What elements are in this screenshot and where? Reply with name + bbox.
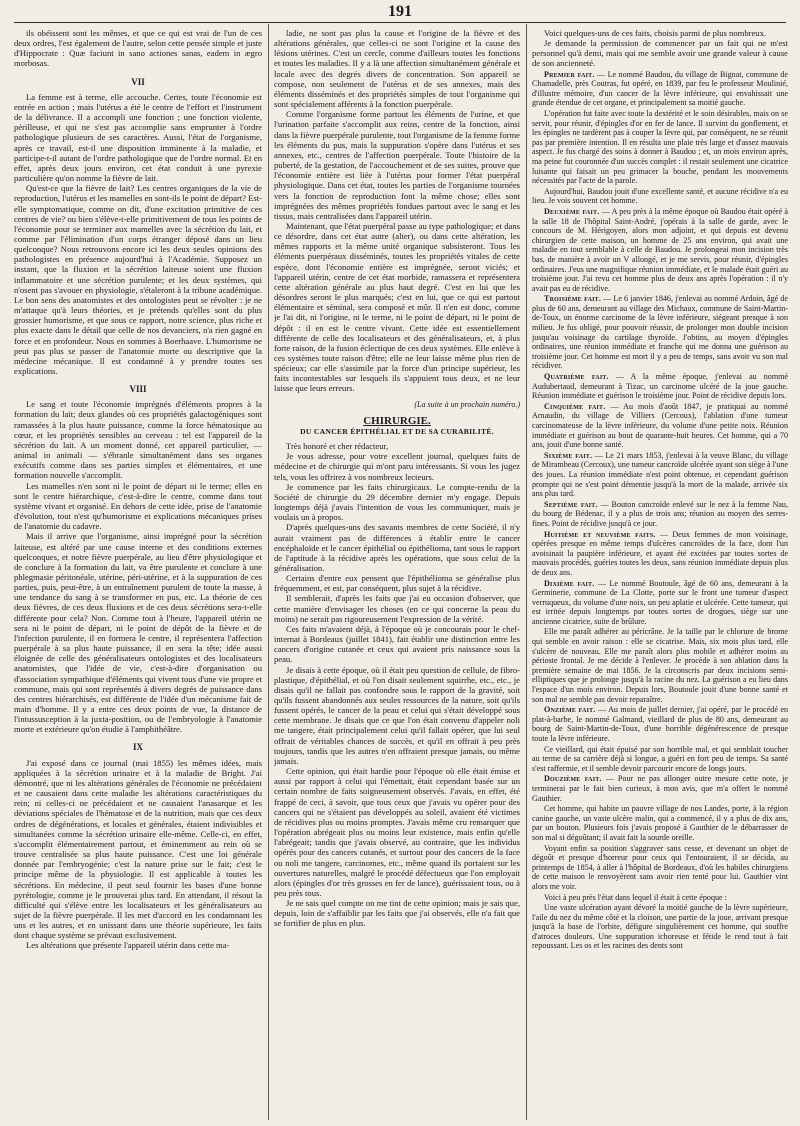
paragraph: Une vaste ulcération ayant dévoré la moitié gauche de la lèvre supérieure, l'aile du nez du même côté et la cloison, une partie de la joue, arrivant presque jusqu'à la base de l'orbite, défigure singulièrement cet homme, qui souffre d'atroces douleurs. Une suppuration ichoreuse et fétide le rend tout à fait repoussant. Les os et les racines des dents sont bbox=[532, 903, 788, 951]
case-text: — Pour ne pas allonger outre mesure cette note, je terminerai par le fait bien curieux, à mon avis, que m'a offert le nommé Gauthier. bbox=[532, 774, 788, 803]
header-rule bbox=[14, 22, 786, 23]
column-divider bbox=[268, 24, 269, 1120]
case-entry bbox=[532, 70, 788, 108]
case-text: — A peu près à la même époque où Baudou était opéré à la salle 18 de l'hôpital Saint-André, j'opérais à la salle de garde, avec le concours de M. Hérigoyen, alors mon adjoint, et qui depuis est devenu chirurgien de cette maison, un homme de 25 ans environ, qui avait une maladie en tout semblable à celle de Baudou. Je prolongeai mon incision très bas, de manière à avoir un V allongé, et je me servis, pour réunir, d'épingles ordinaires. J'eus une magnifique réunion immédiate, et le malade était guéri au troisième jour. J'ai revu cet homme plus de deux ans après l'opération : il n'y avait pas eu de récidive. bbox=[532, 206, 788, 293]
case-text: — Le 21 mars 1853, j'enlevai à la veuve Blanc, du village de Mirambeau (Cercoux), une tumeur cancroïde ulcérée ayant son siège à l'une des joues. La réunion immédiate n'est point obtenue, et cependant guérison prompte qui ne s'est point démentie jusqu'à la mort de la malade, arrivée six ans plus tard. bbox=[532, 450, 788, 499]
case-label: Septième fait. bbox=[544, 499, 598, 509]
case-text: — A la même époque, j'enlevai au nommé Audubertaud, demeurant à Tizac, un carcinome ulcéré de la joue gauche. Réunion immédiate et guérison le troisième jour. Point de récidive depuis lors. bbox=[532, 372, 788, 401]
case-label: Troisième fait. bbox=[544, 294, 602, 304]
case-text: — Le 6 janvier 1846, j'enlevai au nommé Ardoin, âgé de plus de 60 ans, demeurant au village des Michaux, commune de Saint-Martin-de-Toux, un énorme carcinome de la lèvre inférieure, siégeant presque à son milieu. Je fus obligé, pour pouvoir réussir, de prolonger mon double incision jusqu'au voisinage du cartilage thyroïde. J'obtins, au moyen d'épingles ordinaires, une réunion immédiate et franche qui me donna une guérison au troisième jour. Cet homme est mort il y a peu de temps, sans avoir vu son mal récidiver. bbox=[532, 294, 788, 371]
case-entry bbox=[532, 294, 788, 371]
case-label: Douzième fait. bbox=[544, 774, 602, 784]
paragraph: Très honoré et cher rédacteur, bbox=[286, 441, 389, 452]
paragraph: Je vous adresse, pour votre excellent journal, quelques faits de médecine et de chirurgie qui m'ont paru intéressants. Si vous les jugez tels, vous les offrirez à vos nombreux lecteurs. bbox=[274, 451, 520, 482]
column-2 bbox=[274, 28, 520, 1120]
case-entry bbox=[532, 500, 788, 529]
case-label: Deuxième fait. bbox=[544, 206, 600, 216]
case-label: Sixième fait. bbox=[544, 450, 593, 460]
case-label: Dixième fait. bbox=[544, 578, 595, 588]
case-entry bbox=[532, 579, 788, 627]
page-number: 191 bbox=[388, 3, 412, 20]
paragraph: L'opération fut faite avec toute la dextérité et le soin désirables, mais on se servit, pour réunir, d'épingles d'or en fer de lance. Il survint du gonflement, et les épingles ne tardèrent pas à couper la lèvre qui, par conséquent, ne se réunit pas par première intention. Il en résulta une plaie très large et d'assez mauvais aspect. Je fus chargé des soins à donner à Baudou ; et, un mois environ après, ma peine fut couronnée d'un succès complet : il restait seulement une cicatrice luisante qui faisait un peu grimacer la bouche, pendant les mouvements nécessités par l'acte de la parole. bbox=[532, 109, 788, 186]
case-label: Premier fait. bbox=[544, 69, 595, 79]
paragraph: Je ne sais quel compte on me tint de cette opinion; mais je sais que, depuis, loin de s'affaiblir par les faits que j'ai observés, elle n'a fait que se fortifier de plus en plus. bbox=[274, 898, 520, 929]
paragraph: Je commence par les faits chirurgicaux. Le compte-rendu de la Société de chirurgie du 29 décembre dernier m'y engage. Depuis longtemps déjà j'avais l'intention de vous les communiquer, mais je voulais un à propos. bbox=[274, 481, 520, 523]
column-divider bbox=[526, 24, 527, 1120]
paragraph: Certains d'entre eux pensent que l'épithélioma se généralise plus fréquemment, et est, par conséquent, plus sujet à la récidive. bbox=[274, 573, 520, 594]
case-text: — Au mois de juillet dernier, j'ai opéré, par le procédé en plat-à-barbe, le nommé Galmand, vieillard de plus de 80 ans, demeurant au bourg de Saint-Martin-de-Toux, d'une horrible dégénérescence de presque toute la lèvre inférieure. bbox=[532, 705, 788, 743]
paragraph: Je disais à cette époque, où il était peu question de cellule, de fibro-plastique, d'épithélial, et où l'on disait seulement squirrhe, etc., etc., je disais qu'il ne fallait pas confondre sous le rapport de la gravité, soit qu'ils fussent abandonnés aux seules ressources de la nature, soit qu'ils fussent opérés, le cancer de la peau et celui qui s'était développé sous cette membrane. Je disais que ce que l'on était convenu d'appeler noli me tangere, était principalement celui qu'il fallait opérer, que lui seul offrait de véritables chances de succès, et qu'il en offrait à peu près toujours, tandis que les autres n'en offraient presque jamais, ou même jamais. bbox=[274, 664, 520, 766]
article-title: DU CANCER ÉPITHÉLIAL ET DE SA CURABILITÉ. bbox=[300, 426, 494, 436]
paragraph: Comme l'organisme forme partout les éléments de l'urine, et que l'urination parfaite s'accomplit aux reins, centre de la fonction, ainsi dans la fièvre puerpérale purulente, tout l'organisme de la femme forme les éléments du pus, mais la suppuration s'opère dans l'utérus et ses annexes, etc., centres de l'affection puerpérale. Toute l'histoire de la puberté, de la gestation, de l'accouchement et de ses suites, prouve que l'économie entière est liée à l'utérus pour former l'état puerpéral physiologique. Dans cet état, toutes les parties de l'organisme tournées vers la fonction de reproduction font la même chose; elles sont imprégnées des mêmes propriétés fondues partout avec le sang et les tissus, mais centralisées dans l'appareil utérin. bbox=[274, 109, 520, 221]
paragraph: Il semblerait, d'après les faits que j'ai eu occasion d'observer, que cette manière d'envisager les choses (en ce qui concerne la peau du moins) ne serait pas rigoureusement l'expression de la vérité. bbox=[274, 593, 520, 624]
case-entry bbox=[532, 402, 788, 450]
paragraph: Je demande la permission de commencer par un fait qui ne m'est personnel qu'à demi, mais qui me semble avoir une grande valeur à cause de son ancienneté. bbox=[532, 38, 788, 69]
paragraph: Les altérations que présente l'appareil utérin dans cette ma- bbox=[26, 940, 230, 951]
paragraph: Les mamelles n'en sont ni le point de départ ni le terme; elles en sont le centre hiérarchique, c'est-à-dire le centre, comme dans tout système vivant et organisé. En dehors de cette idée, prise de l'anatomie d'évolution, tout n'est qu'humorisme et explications mécaniques prises de l'anatomie du cadavre. bbox=[14, 480, 262, 532]
case-label: Huitième et neuvième faits. bbox=[544, 529, 656, 539]
paragraph: Cet homme, qui habite un pauvre village de nos Landes, porte, à la région canine gauche, un vaste ulcère malin, qui a commencé, il y a plus de dix ans, par un bouton. Plusieurs fois j'avais proposé à Gauthier de le débarrasser de son mal si dégoûtant; il avait fait la sourde oreille. bbox=[532, 804, 788, 842]
case-text: — Au mois d'août 1847, je pratiquai au nommé Arnaudin, du village de Villiers (Cercoux), l'ablation d'une tumeur carcinomateuse de la lèvre inférieure, du volume d'une petite noix. Réunion immédiate et guérison au bout de quarante-huit heures. Cet homme, qui a 70 ans, jouit d'une bonne santé. bbox=[532, 401, 788, 450]
paragraph: Cette opinion, qui était hardie pour l'époque où elle était émise et aussi par rapport à celui qui l'émettait, était cependant basée sur un certain nombre de faits soigneusement observés. J'avais, en effet, été frappé de ceci, à savoir, que tous ceux que j'avais vu opérer pour des cancers qui ne s'étaient pas développés au soleil, avaient été victimes de récidives plus ou moins promptes. J'avais même cru remarquer que l'opération abrégeait plus ou moins leur existence, mais enfin qu'elle l'abrégeait; tandis que j'avais observé, au contraire, que les individus opérés pour des cancers cutanés, et surtout pour des cancers de la face ou noli me tangere, carcinomes, etc., même quand ils portaient sur les ouvertures naturelles, malgré le procédé défectueux que l'on employait alors (épingles d'or très grosses en fer de lance), guérissaient tous, ou à peu près tous. bbox=[274, 766, 520, 898]
paragraph: Maintenant, que l'état puerpéral passe au type pathologique; et dans ce désordre, dans cet état autre (alter), ou dans cette altération, les mêmes rapports et la même unité organique subsisteront. Tous les éléments puerpéraux disséminés, toutes les propriétés vitales de cette espèce, dont l'économie entière est imprégnée, seront viciés; et l'appareil utérin, centre de cet état morbide, ramassera et représentera cette altération générale au plus haut degré. C'est en lui que les désordres seront le plus marqués; c'est en lui, que ce qui est partout élémentaire et séminal, sera composé et mûr. Il n'en est donc, comme je l'ai dit, ni l'origine, ni le terme, ni le point de départ, ni le point de dépôt : il en est le centre vivant. Cette idée est essentiellement différente de celle des localisateurs et des généralisateurs, et, à plus forte raison, de la fusion éclectique de ces deux systèmes. Elle enlève à ces systèmes toute raison d'être; elle ne leur laisse même plus rien de spécieux; car elle s'assimile par la force d'un principe supérieur, les faits incontestables sur lesquels ils s'appuient tous deux, et ne leur laisse que leurs erreurs. bbox=[274, 220, 520, 394]
case-entry bbox=[532, 705, 788, 743]
section-number: IX bbox=[132, 742, 143, 753]
case-text: — Le nommé Boutoule, âgé de 60 ans, demeurant à la Germinerie, commune de La Clotte, porte sur le front une tumeur d'aspect verruqueux, du volume d'une noix, un peu aplatie et ulcérée. Cette tumeur, qui est irritée depuis longtemps par toutes sortes de drogues, siège sur une ancienne cicatrice, suite de brûlure. bbox=[532, 578, 788, 626]
paragraph: Voyant enfin sa position s'aggraver sans cesse, et devenant un objet de dégoût et presque d'horreur pour ceux qui l'entouraient, il se décida, au printemps de 1854, à aller à l'hôpital de Bordeaux, d'où les habiles chirurgiens de cette maison le renvoyèrent sans avoir rien tenté pour lui. Gauthier vint alors me voir. bbox=[532, 843, 788, 891]
paragraph: Le sang et toute l'économie imprégnés d'éléments propres à la formation du lait; deux glandes où ces propriétés galactogéniques sont ramassées à la plus haute puissance, comme la force hématosique au cœur, et les propriétés sensibles au cerveau : tel est l'appareil de la sécrétion du lait. A un moment donné, cet appareil particulier, — animal in animali — s'ébranle simultanément dans ses organes exécutifs comme dans ses parties simples et élémentaires, et une formation nouvelle s'accomplit. bbox=[14, 399, 262, 481]
paragraph: D'après quelques-uns des savants membres de cette Société, il n'y aurait vraiment pas de différences à établir entre le cancer encéphaloïde et le cancer épithélial ou épithélioma, tant sous le rapport de l'aptitude à la récidive après les opérations, que sous celui de la généralisation. bbox=[274, 522, 520, 573]
case-entry bbox=[532, 372, 788, 401]
paragraph: ladie, ne sont pas plus la cause et l'origine de la fièvre et des altérations générales, que celles-ci ne sont l'origine et la cause des lésions utérines. C'est un cercle, comme d'ailleurs toutes les fonctions et toutes les maladies. Il y a là une affection simultanément générale et locale avec des degrés divers de concentration. Son appareil se compose, non seulement de l'utérus et de ses annexes, mais des éléments disséminés et des propriétés simples de tout l'organisme qui sont spécialement afférents à la fonction puerpérale. bbox=[274, 28, 520, 110]
section-number: VII bbox=[131, 76, 145, 87]
column-1 bbox=[14, 28, 262, 1120]
case-label: Cinquième fait. bbox=[544, 401, 606, 411]
paragraph: Mais il arrive que l'organisme, ainsi imprégné pour la sécrétion laiteuse, est altéré par une cause interne et des conditions externes quelconques, et notre fièvre puerpérale, au lieu d'être physiologique et de conclure à la formation du lait, va être purulente et conclure à une phlegmasie péritonéale, utérine, péri-utérine, et à la suppuration de ces parties, puis, peut-être, à un entraînement purulent de toute la masse, à une tendance du sang à se transformer en pus, etc. La théorie de ces deux fièvres, de ces deux fluxions et de ces deux sécrétions sera-t-elle différente pour cela? Non. Comme tout à l'heure, l'appareil utérin ne sera ni le point de départ, ni le point de dépôt de la fièvre et de l'infection purulente, il en formera le centre, il représentera l'affection puerpérale à sa plus haute puissance, il en sera la tête; idée aussi éloignée de celle des généralisateurs ontologistes et des localisateurs anatomistes, que l'idée de vie, c'est-à-dire d'organisation ou d'association sympathique d'éléments qui vivent tous d'une vie propre et commune, mais qui sont représentés à divers degrés de puissance dans des centres hiérarchisés, est différente de l'idée d'un mécanisme fait de main d'homme. Il y a entre ces deux points de vue, la distance de l'intussusception à la juxta-position, ou de l'embryologie à l'anatomie morte et extérieure qu'on étudie à l'amphithéâtre. bbox=[14, 531, 262, 735]
case-entry bbox=[532, 451, 788, 499]
paragraph: Voici à peu près l'état dans lequel il était à cette époque : bbox=[544, 892, 727, 902]
paragraph: J'ai exposé dans ce journal (mai 1855) les mêmes idées, mais appliquées à la sécrétion urinaire et à la maladie de Bright. J'ai démontré, que ni les altérations générales de l'économie ne précédaient et ne causaient dans cette maladie les altérations caractéristiques du rein; ni celles-ci ne précédaient et ne causaient l'anasarque et les déviations spéciales de l'hématose et de la nutrition, mais que ces deux ordres de dégénérations, et locales et générales, étaient indivisibles et simultanées comme la sécrétion urinaire elle-même. Celle-ci, en effet, s'accomplit élémentairement partout, et éminemment au rein où se trouve centralisée sa plus haute puissance. C'est une loi générale donnée par l'embryogénie; c'est la nature prise sur le fait; c'est le principe même de la physiologie. Il est applicable à toutes les sécrétions. En médecine, il peut seul fournir les bases d'une bonne pyrétologie, comme je le prouverai plus tard. En attendant, il résout la difficulté qui s'élève entre les localisateurs et les généralisateurs au sujet de la fièvre puerpérale. Il les met d'accord en les condamnant les uns et les autres, et en unissant dans une théorie supérieure, les faits dont chaque système se prévaut exclusivement. bbox=[14, 757, 262, 941]
paragraph: Voici quelques-uns de ces faits, choisis parmi de plus nombreux. bbox=[544, 28, 767, 38]
section-number: VIII bbox=[129, 384, 147, 395]
paragraph: Aujourd'hui, Baudou jouit d'une excellente santé, et aucune récidive n'a eu lieu. Je vois souvent cet homme. bbox=[532, 186, 788, 206]
paragraph: La femme est à terme, elle accouche. Certes, toute l'économie est entrée en action ; mais l'utérus a été le centre de l'effort et l'instrument de la délivrance. Il a accompli une fonction ; une fonction violente, périlleuse, et qui ne s'est pas accomplie sans emprunter à l'ordre pathologique plusieurs de ses caractères. Aussi, l'état de l'organisme, après ce travail, est-il une disposition imminente à la maladie, et participe-t-il autant de l'ordre pathologique que de l'ordre normal. Et en effet, après deux jours environ, cet état conduit à une pyrexie particulière qu'on nomme la fièvre de lait. bbox=[14, 91, 262, 184]
paragraph: Elle me paraît adhérer au péricrâne. Je la taille par le chlorure de brome qui semble en avoir raison : elle se cicatrise. Mais, six mois plus tard, elle s'ulcère de nouveau. Elle me paraît alors plus mobile et adhérer moins au périoste frontal. Je me décide à l'enlever. Je procède à son ablation dans la première semaine de mai 1856. Je la circonscris par deux incisions semi-elliptiques que je prolonge jusqu'à la racine du nez. La guérison a eu lieu dans l'espace d'un mois environ. Depuis lors, Boutoule jouit d'une bonne santé et son mal ne semble pas devoir reparaître. bbox=[532, 627, 788, 704]
paragraph: Ces faits m'avaient déjà, à l'époque où je concourais pour le chef-internat à Bordeaux (juillet 1841), fait établir une distinction entre les cancers d'origine cutanée et ceux qui avaient pris naissance sous la peau. bbox=[274, 623, 520, 665]
case-list bbox=[532, 70, 788, 951]
section-heading: CHIRURGIE. bbox=[363, 414, 431, 427]
paragraph: ils obéissent sont les mêmes, et que ce qui est vrai de l'un de ces deux ordres, l'est également de l'autre, selon cette pensée simple et juste d'Hippocrate : Quæ faciunt in sano actiones sanas, eadem in ægro morbosas. bbox=[14, 28, 262, 69]
case-text: — Bouton cancroïde enlevé sur le nez à la femme Nau, du bourg de Bédenac, il y a plus de trois ans; réunion au moyen des serres-fines. Point de récidive jusqu'à ce jour. bbox=[532, 499, 788, 528]
continuation-note: (La suite à un prochain numéro.) bbox=[414, 399, 520, 409]
case-label: Quatrième fait. bbox=[544, 372, 609, 382]
case-entry bbox=[532, 530, 788, 578]
paragraph: Qu'est-ce que la fièvre de lait? Les centres organiques de la vie de reproduction, l'utérus et les mamelles en sont-ils le point de départ? Est-elle symptomatique, comme on dit, d'une excitation primitive de ces centres de vie? ou bien s'élève-t-elle primitivement de tous les points de l'économie pour se terminer aux mamelles avec la sécrétion du lait, et comme par l'élimination d'un corps étranger déposé dans un lieu quelconque? Nous retrouvons encore ici les deux seules opinions des pathologistes en présence aujourd'hui à l'Académie. Supposez un instant, que la fluxion et la sécrétion laiteuse soient une fluxion inflammatoire et une sécrétion purulente; et les deux systèmes, qui n'osent pas s'avouer en physiologie, s'étaleront à la tribune académique. Le bon sens des anatomistes et des ontologistes peut se révolter : je ne m'attaque qu'à leurs théories, et je prétends qu'elles sont du plus grossier humorisme, et que sous ce rapport, notre science, plus riche et plus exacte dans le détail que celle de nos devanciers, n'a rien gagné en force et en profondeur. Nous en sommes à Boerhaave. L'humorisme ne peut pas plus se passer de l'anatomie morte ou descriptive que la médecine mécanique. Il est condamné à y prendre toutes ses explications. bbox=[14, 183, 262, 376]
case-label: Onzième fait. bbox=[544, 705, 596, 715]
case-entry bbox=[532, 207, 788, 293]
paragraph: Ce vieillard, qui était épuisé par son horrible mal, et qui semblait toucher au terme de sa carrière déjà si longue, a guéri en fort peu de temps. Sa santé s'est raffermie, et il semble devoir parcourir encore de longs jours. bbox=[532, 744, 788, 773]
case-text: — Deux femmes de mon voisinage, opérées presque en même temps d'ulcères cancroïdes de la face, dont l'un avoisinait la paupière inférieure, et ayant été excitées par toutes sortes de mauvais procédés, guéries toutes les deux, sans réunion immédiate depuis plus de deux ans. bbox=[532, 529, 788, 577]
case-entry bbox=[532, 774, 788, 803]
case-text: — Le nommé Baudou, du village de Bignat, commune de Chamadelle, près Coutras, fut opéré, en 1839, par feu le professeur Moulinié, d'illustre mémoire, d'un cancer de la lèvre inférieure, qui envahissait une grande étendue de cet organe, et principalement sa moitié gauche. bbox=[532, 69, 788, 108]
column-3 bbox=[532, 28, 788, 1120]
